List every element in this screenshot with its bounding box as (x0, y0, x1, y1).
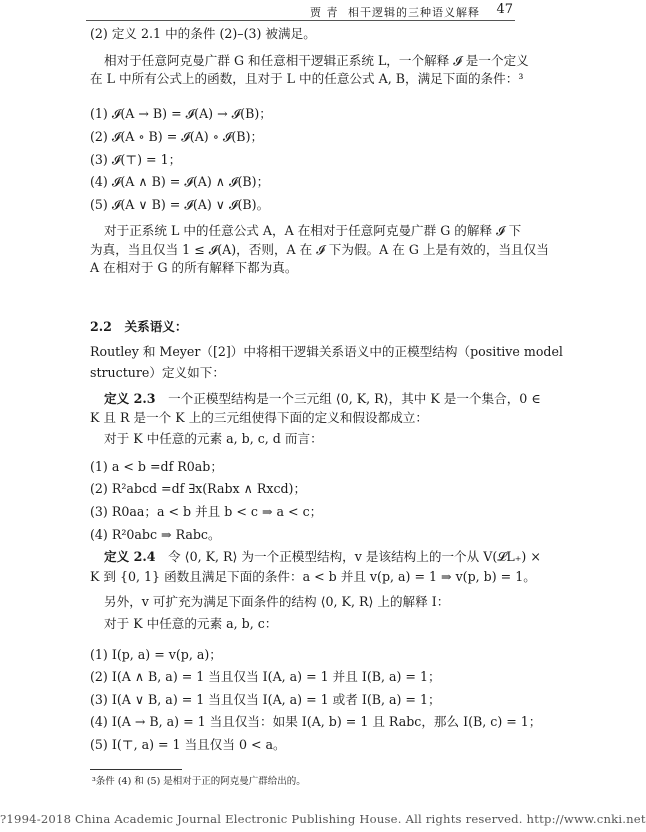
definition-label: 定义 2.3 (104, 391, 156, 406)
definition-label: 定义 2.4 (104, 549, 156, 564)
text-line: 对于 K 中任意的元素 a, b, c, d 而言： (104, 431, 323, 446)
text-line: 对于 K 中任意的元素 a, b, c： (104, 616, 278, 631)
condition-item: (1) 𝓘(A → B) = 𝓘(A) → 𝓘(B)； (90, 106, 272, 121)
text-line: K 且 R 是一个 K 上的三元组使得下面的定义和假设都成立： (90, 410, 428, 425)
interpretation-item: (3) I(A ∨ B, a) = 1 当且仅当 I(A, a) = 1 或者 I(B, a) = 1； (90, 692, 441, 707)
condition-item: (4) 𝓘(A ∧ B) = 𝓘(A) ∧ 𝓘(B)； (90, 174, 270, 189)
text-line: 另外，v 可扩充为满足下面条件的结构 ⟨0, K, R⟩ 上的解释 I： (104, 594, 450, 609)
definition-item: (1) a < b =df R0ab； (90, 459, 223, 474)
condition-item: (2) 𝓘(A ∘ B) = 𝓘(A) ∘ 𝓘(B)； (90, 129, 264, 144)
text-line: Routley 和 Meyer（[2]）中将相干逻辑关系语义中的正模型结构（positive model (90, 344, 563, 359)
page-number: 47 (496, 2, 513, 17)
definition-text: 令 ⟨0, K, R⟩ 为一个正模型结构，v 是该结构上的一个从 V(𝓛L₊) × (155, 549, 541, 564)
definition-2-3 (104, 391, 541, 407)
condition-item: (3) 𝓘(⊤) = 1； (90, 152, 182, 167)
text-line: 在 L 中所有公式上的函数，且对于 L 中的任意公式 A, B，满足下面的条件：³ (90, 71, 524, 86)
definition-text: 一个正模型结构是一个三元组 ⟨0, K, R⟩，其中 K 是一个集合，0 ∈ (155, 391, 541, 406)
definition-2-4 (104, 549, 541, 565)
interpretation-item: (2) I(A ∧ B, a) = 1 当且仅当 I(A, a) = 1 并且 I(B, a) = 1； (90, 669, 441, 684)
text-line: A 在相对于 G 的所有解释下都为真。 (90, 260, 298, 275)
header-title: 相干逻辑的三种语义解释 (348, 6, 480, 19)
text-line: 相对于任意阿克曼广群 G 和任意相干逻辑正系统 L，一个解释 𝓘 是一个定义 (104, 53, 529, 68)
condition-item: (5) 𝓘(A ∨ B) = 𝓘(A) ∨ 𝓘(B)。 (90, 197, 270, 212)
definition-item: (2) R²abcd =df ∃x(Rabx ∧ Rxcd)； (90, 481, 307, 496)
text-line: (2) 定义 2.1 中的条件 (2)–(3) 被满足。 (90, 26, 316, 41)
text-line: 为真，当且仅当 1 ≤ 𝓘(A)，否则，A 在 𝓘 下为假。A 在 G 上是有效的，当且仅当 (90, 242, 549, 257)
section-heading: 2.2 关系语义： (90, 319, 188, 334)
text-line: 对于正系统 L 中的任意公式 A，A 在相对于任意阿克曼广群 G 的解释 𝓘 下 (104, 223, 522, 238)
header-author: 贾 青 (310, 6, 339, 19)
text-line: structure）定义如下： (90, 365, 225, 380)
interpretation-item: (1) I(p, a) = v(p, a)； (90, 647, 222, 662)
copyright-notice: ?1994-2018 China Academic Journal Electronic Publishing House. All rights reserved. http://www.cnki.net (0, 812, 646, 826)
interpretation-item: (4) I(A → B, a) = 1 当且仅当：如果 I(A, b) = 1 且 Rabc，那么 I(B, c) = 1； (90, 714, 542, 729)
footnote: ³条件 (4) 和 (5) 是相对于正的阿克曼广群给出的。 (92, 776, 306, 787)
footnote-divider (90, 769, 182, 770)
definition-item: (3) R0aa；a < b 并且 b < c ⇒ a < c； (90, 504, 323, 519)
definition-item: (4) R²0abc ⇒ Rabc。 (90, 527, 221, 542)
text-line: K 到 {0, 1} 函数且满足下面的条件：a < b 并且 v(p, a) = 1 ⇒ v(p, b) = 1。 (90, 569, 536, 584)
running-header (86, 2, 515, 21)
interpretation-item: (5) I(⊤, a) = 1 当且仅当 0 < a。 (90, 737, 286, 752)
